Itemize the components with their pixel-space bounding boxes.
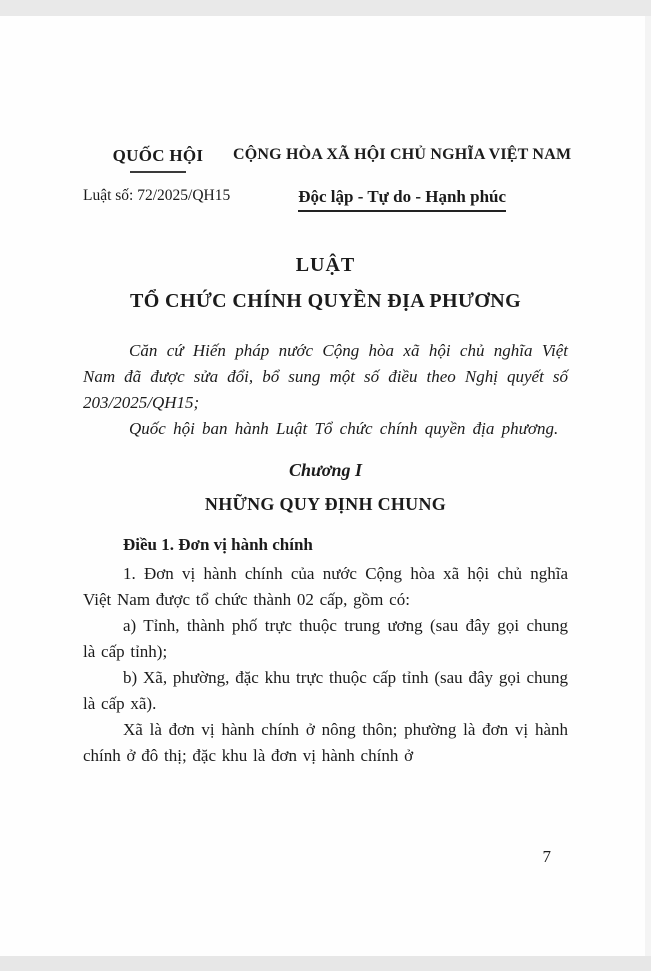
chapter-label: Chương I [289, 460, 362, 480]
article-body [83, 561, 568, 769]
national-motto-line2: Độc lập - Tự do - Hạnh phúc [298, 187, 506, 212]
national-motto-line1: CỘNG HÒA XÃ HỘI CHỦ NGHĨA VIỆT NAM [233, 146, 572, 163]
page-right-edge-shadow [645, 16, 651, 956]
chapter-title: NHỮNG QUY ĐỊNH CHUNG [204, 494, 447, 514]
chapter-heading [83, 460, 568, 515]
letterbox-bottom [0, 956, 651, 971]
law-title-line2: TỔ CHỨC CHÍNH QUYỀN ĐỊA PHƯƠNG [129, 290, 522, 312]
header-motto-block [233, 146, 571, 212]
letterbox-top [0, 0, 651, 16]
article-heading: Điều 1. Đơn vị hành chính [123, 535, 313, 554]
issuer-title: QUỐC HỘI [112, 146, 204, 165]
law-title [83, 254, 568, 313]
header-issuer-block [83, 146, 233, 205]
article-paragraph: b) Xã, phường, đặc khu trực thuộc cấp tỉnh (sau đây gọi chung là cấp xã). [83, 668, 568, 713]
document-header [83, 146, 572, 212]
preamble-paragraph: Quốc hội ban hành Luật Tổ chức chính quyền địa phương. [129, 419, 559, 438]
page-content [0, 16, 651, 956]
law-number: Luật số: 72/2025/QH15 [83, 187, 231, 204]
article-paragraph: a) Tỉnh, thành phố trực thuộc trung ương (sau đây gọi chung là cấp tỉnh); [83, 616, 568, 661]
preamble [83, 338, 568, 442]
law-title-line1: LUẬT [295, 254, 356, 276]
article-paragraph: Xã là đơn vị hành chính ở nông thôn; phường là đơn vị hành chính ở đô thị; đặc khu là đơn vị hành chính ở [83, 720, 568, 765]
issuer-underline [130, 171, 186, 173]
page-number: 7 [542, 847, 551, 866]
preamble-paragraph: Căn cứ Hiến pháp nước Cộng hòa xã hội chủ nghĩa Việt Nam đã được sửa đổi, bổ sung một số điều theo Nghị quyết số 203/2025/QH15; [83, 341, 568, 412]
article-paragraph: 1. Đơn vị hành chính của nước Cộng hòa xã hội chủ nghĩa Việt Nam được tổ chức thành 02 cấp, gồm có: [83, 564, 568, 609]
